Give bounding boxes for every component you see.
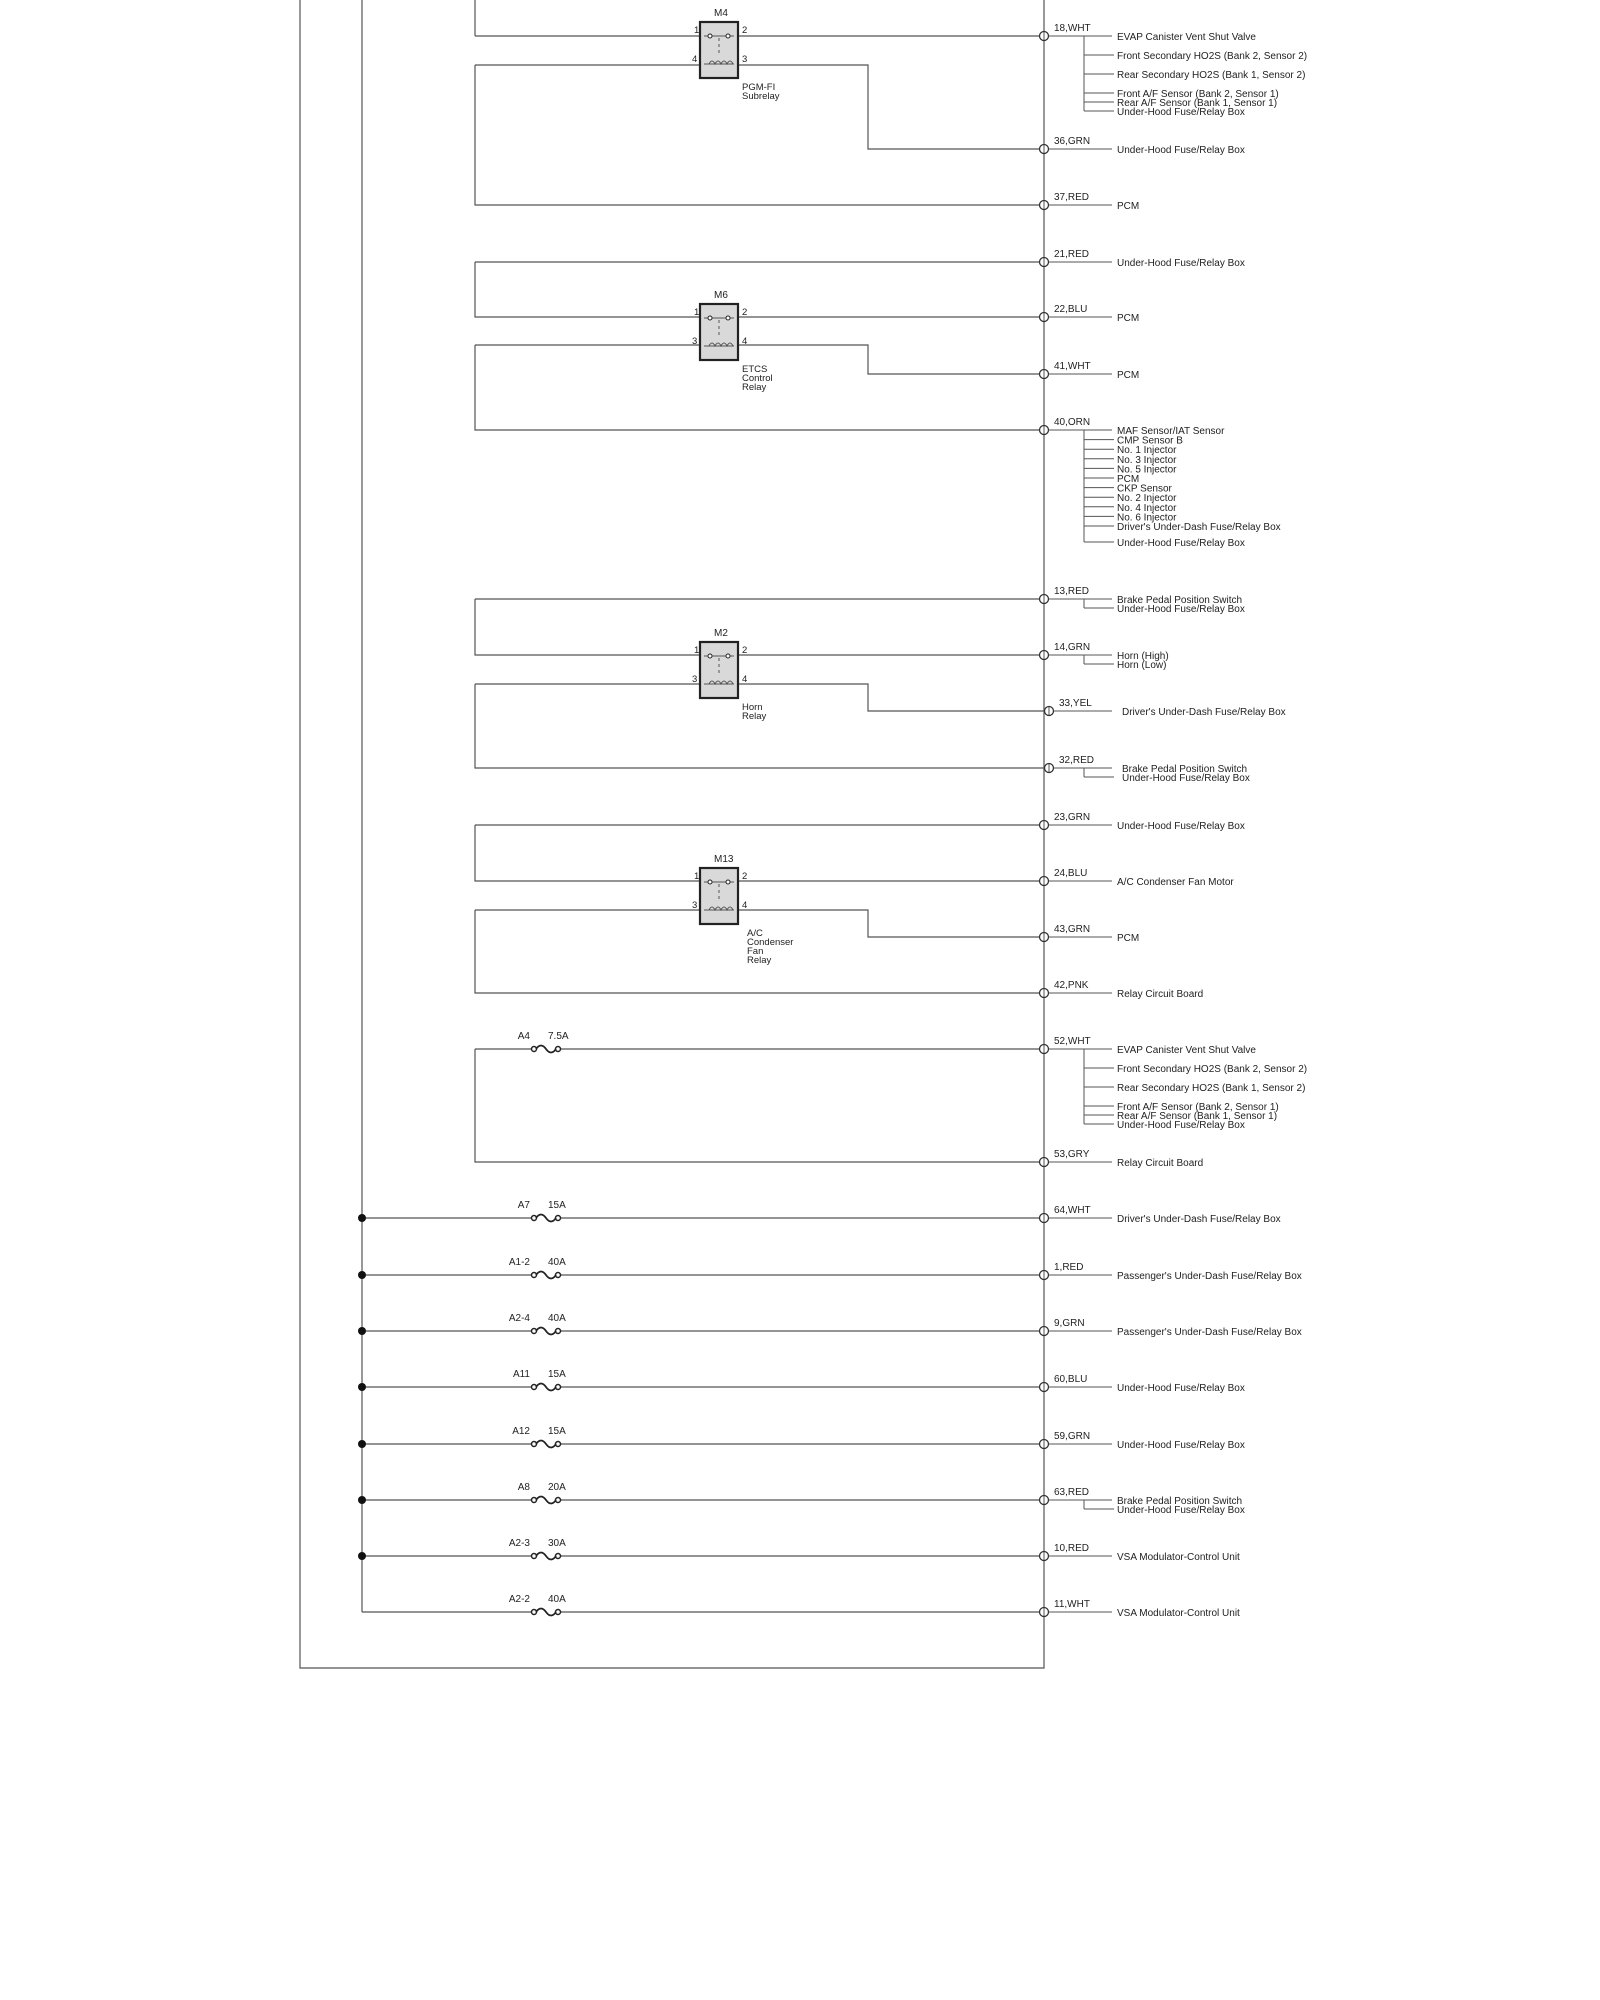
terminal-32-red [1045, 755, 1250, 784]
destination-label: Under-Hood Fuse/Relay Box [1117, 1505, 1245, 1516]
destination-label: Under-Hood Fuse/Relay Box [1117, 1383, 1245, 1394]
destination-label: No. 4 Injector [1117, 502, 1177, 514]
terminal-59-grn [1040, 1431, 1245, 1451]
pin-number: 2 [742, 871, 748, 882]
destination-label: Under-Hood Fuse/Relay Box [1117, 1120, 1245, 1131]
destination-label: Under-Hood Fuse/Relay Box [1117, 604, 1245, 615]
relay-name: ETCS [742, 364, 768, 375]
destination-label: EVAP Canister Vent Shut Valve [1117, 32, 1256, 43]
pin-number: 3 [692, 336, 698, 347]
destination-label: Under-Hood Fuse/Relay Box [1122, 773, 1250, 784]
relay-id: M6 [714, 290, 728, 301]
destination-label: VSA Modulator-Control Unit [1117, 1608, 1240, 1619]
destination-label: Front Secondary HO2S (Bank 2, Sensor 2) [1117, 1064, 1308, 1075]
terminal-1-red [1040, 1262, 1302, 1282]
terminal-37-red [1040, 192, 1140, 212]
destination-label: Rear Secondary HO2S (Bank 1, Sensor 2) [1117, 1083, 1306, 1094]
fuse-icon [536, 1215, 556, 1222]
pin-number: 3 [692, 900, 698, 911]
destination-label: Rear Secondary HO2S (Bank 1, Sensor 2) [1117, 70, 1306, 81]
destination-label: Front A/F Sensor (Bank 2, Sensor 1) [1117, 1102, 1279, 1113]
junction-dot [358, 1496, 366, 1504]
destination-label: Rear A/F Sensor (Bank 1, Sensor 1) [1117, 98, 1278, 109]
fuse-rating: 20A [548, 1482, 566, 1493]
wires [300, 0, 1044, 1668]
terminal-21-red [1040, 249, 1245, 269]
terminal-40-orn [1040, 417, 1281, 549]
terminal-13-red [1040, 586, 1245, 615]
destination-label: Horn (High) [1117, 651, 1169, 662]
fuse-icon [536, 1384, 556, 1391]
terminal-code: 59,GRN [1054, 1431, 1091, 1442]
terminal-code: 37,RED [1054, 192, 1090, 203]
destination-label: Relay Circuit Board [1117, 1158, 1204, 1169]
fuse-rating: 7.5A [548, 1031, 569, 1042]
junction-dot [358, 1383, 366, 1391]
terminal-code: 33,YEL [1059, 698, 1092, 709]
relay-name: Horn [742, 702, 763, 713]
relays [692, 8, 793, 966]
terminal-code: 41,WHT [1054, 361, 1091, 372]
connector-terminals [1040, 23, 1308, 1619]
fuse-icon [536, 1553, 556, 1560]
destination-label: Under-Hood Fuse/Relay Box [1117, 538, 1245, 549]
terminal-41-wht [1040, 361, 1140, 381]
pin-number: 3 [742, 54, 748, 65]
destination-label: No. 6 Injector [1117, 512, 1177, 524]
destination-label: Relay Circuit Board [1117, 989, 1204, 1000]
fuse-id: A2-3 [508, 1538, 530, 1549]
terminal-60-blu [1040, 1374, 1245, 1394]
fuse-id: A7 [517, 1200, 530, 1211]
terminal-code: 40,ORN [1054, 417, 1091, 428]
terminal-code: 13,RED [1054, 586, 1090, 597]
pin-number: 4 [742, 674, 748, 685]
pin-number: 4 [742, 900, 748, 911]
terminal-36-grn [1040, 136, 1245, 156]
terminal-code: 11,WHT [1054, 1599, 1090, 1610]
destination-label: CKP Sensor [1117, 483, 1172, 495]
pin-number: 4 [692, 54, 698, 65]
fuse-id: A12 [512, 1426, 530, 1437]
destination-label: Under-Hood Fuse/Relay Box [1117, 145, 1245, 156]
terminal-code: 23,GRN [1054, 812, 1091, 823]
terminal-24-blu [1040, 868, 1235, 888]
terminal-9-grn [1040, 1318, 1302, 1338]
destination-label: Under-Hood Fuse/Relay Box [1117, 1440, 1245, 1451]
destination-label: Passenger's Under-Dash Fuse/Relay Box [1117, 1327, 1302, 1338]
fuse-rating: 40A [548, 1257, 566, 1268]
terminal-14-grn [1040, 642, 1169, 671]
terminal-code: 21,RED [1054, 249, 1090, 260]
terminal-code: 14,GRN [1054, 642, 1091, 653]
fuse-id: A2-4 [508, 1313, 530, 1324]
relay-name: PGM-FI [742, 82, 776, 93]
relay-name: Relay [742, 711, 767, 722]
terminal-code: 64,WHT [1054, 1205, 1091, 1216]
destination-label: CMP Sensor B [1117, 435, 1183, 447]
terminal-33-yel [1045, 698, 1286, 718]
terminal-53-gry [1040, 1149, 1204, 1169]
relay-id: M2 [714, 628, 728, 639]
destination-label: Driver's Under-Dash Fuse/Relay Box [1117, 1214, 1281, 1225]
terminal-code: 53,GRY [1054, 1149, 1090, 1160]
relay-m4 [692, 8, 780, 102]
destination-label: PCM [1117, 474, 1140, 485]
fuse-id: A11 [512, 1369, 530, 1380]
fuse-icon [536, 1497, 556, 1504]
terminal-18-wht [1040, 23, 1308, 118]
relay-m2 [692, 628, 767, 722]
junction-dot [358, 1214, 366, 1222]
pin-number: 1 [694, 307, 700, 318]
relay-name: Control [742, 373, 773, 384]
fuse-rating: 15A [548, 1200, 566, 1211]
relay-m6 [692, 290, 773, 393]
terminal-code: 24,BLU [1054, 868, 1088, 879]
pin-number: 2 [742, 25, 748, 36]
destination-label: Passenger's Under-Dash Fuse/Relay Box [1117, 1271, 1302, 1282]
pin-number: 1 [694, 645, 700, 656]
terminal-10-red [1040, 1543, 1241, 1563]
pin-number: 4 [742, 336, 748, 347]
pin-number: 1 [694, 25, 700, 36]
relay-name: Fan [747, 946, 764, 957]
destination-label: A/C Condenser Fan Motor [1117, 877, 1234, 888]
fuse-rating: 40A [548, 1313, 566, 1324]
destination-label: Driver's Under-Dash Fuse/Relay Box [1122, 707, 1286, 718]
fuse-icon [536, 1046, 556, 1053]
destination-label: VSA Modulator-Control Unit [1117, 1552, 1240, 1563]
terminal-code: 18,WHT [1054, 23, 1091, 34]
terminal-64-wht [1040, 1205, 1281, 1225]
relay-name: A/C [747, 928, 763, 939]
pin-number: 2 [742, 307, 748, 318]
junction-dot [358, 1327, 366, 1335]
terminal-code: 32,RED [1059, 755, 1095, 766]
destination-label: No. 2 Injector [1117, 493, 1177, 505]
fuse-icon [536, 1441, 556, 1448]
fuse-icon [536, 1609, 556, 1616]
destination-label: Under-Hood Fuse/Relay Box [1117, 258, 1245, 269]
destination-label: Under-Hood Fuse/Relay Box [1117, 821, 1245, 832]
relay-name: Relay [742, 382, 767, 393]
terminal-code: 43,GRN [1054, 924, 1091, 935]
terminal-43-grn [1040, 924, 1140, 944]
destination-label: PCM [1117, 313, 1140, 324]
terminal-code: 63,RED [1054, 1487, 1090, 1498]
junction-dot [358, 1440, 366, 1448]
terminal-code: 22,BLU [1054, 304, 1088, 315]
junction-dot [358, 1552, 366, 1560]
fuse-rating: 15A [548, 1426, 566, 1437]
destination-label: Horn (Low) [1117, 660, 1167, 671]
fuse-id: A8 [517, 1482, 530, 1493]
relay-id: M4 [714, 8, 728, 19]
fuse-icon [536, 1272, 556, 1279]
destination-label: Front A/F Sensor (Bank 2, Sensor 1) [1117, 89, 1279, 100]
terminal-11-wht [1040, 1599, 1241, 1619]
terminal-23-grn [1040, 812, 1245, 832]
fuses [509, 1031, 569, 1616]
fuse-rating: 40A [548, 1594, 566, 1605]
destination-label: Rear A/F Sensor (Bank 1, Sensor 1) [1117, 1111, 1278, 1122]
fuse-id: A2-2 [508, 1594, 530, 1605]
destination-label: No. 3 Injector [1117, 454, 1177, 466]
pin-number: 2 [742, 645, 748, 656]
destination-label: PCM [1117, 201, 1140, 212]
terminal-52-wht [1040, 1036, 1308, 1131]
destination-label: Brake Pedal Position Switch [1117, 595, 1243, 606]
destination-label: MAF Sensor/IAT Sensor [1117, 426, 1225, 437]
relay-name: Subrelay [742, 91, 780, 102]
fuse-rating: 15A [548, 1369, 566, 1380]
destination-label: No. 1 Injector [1117, 445, 1177, 457]
terminal-code: 42,PNK [1054, 980, 1089, 991]
junction-dot [358, 1271, 366, 1279]
terminal-code: 9,GRN [1054, 1318, 1085, 1329]
destination-label: Brake Pedal Position Switch [1122, 764, 1248, 775]
pin-number: 3 [692, 674, 698, 685]
relay-name: Relay [747, 955, 772, 966]
destination-label: Front Secondary HO2S (Bank 2, Sensor 2) [1117, 51, 1308, 62]
fuse-id: A1-2 [508, 1257, 530, 1268]
destination-label: No. 5 Injector [1117, 464, 1177, 476]
terminal-63-red [1040, 1487, 1245, 1516]
terminal-code: 36,GRN [1054, 136, 1091, 147]
destination-label: EVAP Canister Vent Shut Valve [1117, 1045, 1256, 1056]
destination-label: Under-Hood Fuse/Relay Box [1117, 107, 1245, 118]
relay-id: M13 [714, 854, 734, 865]
terminal-code: 1,RED [1054, 1262, 1084, 1273]
terminal-22-blu [1040, 304, 1140, 324]
terminal-42-pnk [1040, 980, 1204, 1000]
destination-label: Brake Pedal Position Switch [1117, 1496, 1243, 1507]
pin-number: 1 [694, 871, 700, 882]
terminal-code: 60,BLU [1054, 1374, 1088, 1385]
fuse-icon [536, 1328, 556, 1335]
destination-label: Driver's Under-Dash Fuse/Relay Box [1117, 522, 1281, 533]
destination-label: PCM [1117, 933, 1140, 944]
relay-name: Condenser [747, 937, 794, 948]
fuse-id: A4 [517, 1031, 530, 1042]
fuse-rating: 30A [548, 1538, 566, 1549]
terminal-code: 52,WHT [1054, 1036, 1091, 1047]
destination-label: PCM [1117, 370, 1140, 381]
terminal-code: 10,RED [1054, 1543, 1090, 1554]
